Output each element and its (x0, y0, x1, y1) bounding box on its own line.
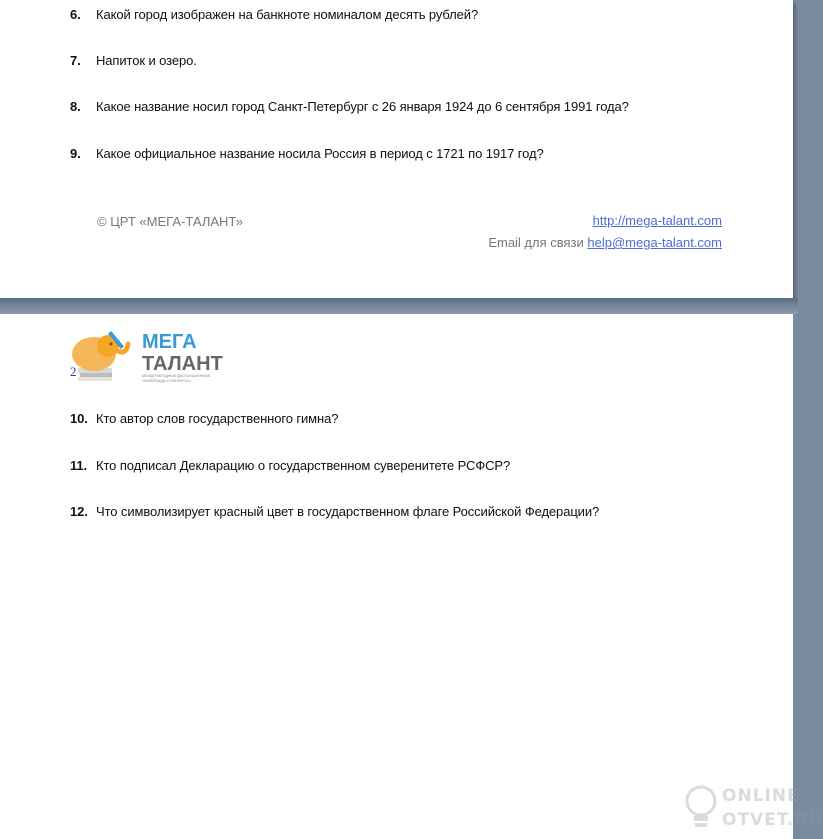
question-item (70, 411, 338, 426)
logo-word-mega: МЕГА (142, 331, 197, 353)
question-text: Какой город изображен на банкноте номиналом десять рублей? (96, 7, 479, 22)
question-text: Кто подписал Декларацию о государственном суверенитете РСФСР? (96, 458, 511, 473)
question-item (70, 53, 197, 68)
logo-word-talant: ТАЛАНТ (142, 353, 223, 375)
question-item (70, 99, 629, 114)
question-number: 12. (70, 504, 88, 519)
elephant-logo-icon (70, 326, 230, 386)
question-text: Кто автор слов государственного гимна? (96, 411, 339, 426)
watermark-line-1: ONLINE (722, 786, 800, 806)
question-number: 9. (70, 146, 81, 161)
question-text: Напиток и озеро. (96, 53, 197, 68)
question-item (70, 458, 510, 473)
online-otvet-watermark (684, 782, 823, 836)
page-number: 2 (70, 364, 77, 379)
question-item (70, 7, 478, 22)
lightbulb-icon (684, 784, 718, 834)
logo-tagline-2: ОЛИМПИАДЫ И КОНКУРСЫ (142, 379, 191, 383)
document-page-2 (0, 314, 793, 839)
question-number: 8. (70, 99, 81, 114)
question-text: Какое официальное название носила Россия в период с 1721 по 1917 год? (96, 146, 544, 161)
question-text: Что символизирует красный цвет в государственном флаге Российской Федерации? (96, 504, 600, 519)
site-link[interactable]: http://mega-talant.com (592, 213, 722, 228)
question-number: 7. (70, 53, 81, 68)
question-text: Какое название носил город Санкт-Петербург с 26 января 1924 до 6 сентября 1991 года? (96, 99, 629, 114)
footer-site-line (593, 213, 722, 228)
question-number: 10. (70, 411, 88, 426)
mega-talant-logo (70, 326, 230, 386)
page-gap (0, 298, 798, 314)
footer-email-line (488, 235, 722, 250)
document-page-1 (0, 0, 793, 298)
question-number: 6. (70, 7, 81, 22)
footer-copyright: © ЦРТ «МЕГА-ТАЛАНТ» (97, 214, 244, 229)
logo-tagline-1: МЕЖДУНАРОДНЫЕ ДИСТАНЦИОННЫЕ (142, 374, 211, 378)
question-item (70, 504, 599, 519)
question-item (70, 146, 544, 161)
question-number: 11. (70, 458, 88, 473)
email-label: Email для связи (488, 235, 588, 250)
email-link[interactable]: help@mega-talant.com (587, 235, 722, 250)
watermark-line-2: OTVET.RU (722, 810, 823, 830)
